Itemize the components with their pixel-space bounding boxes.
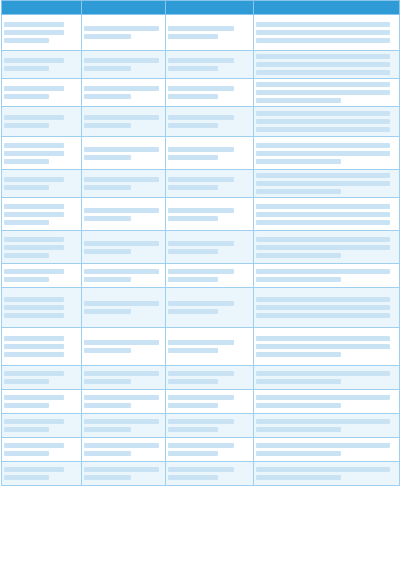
text-line-placeholder — [84, 177, 159, 182]
cell-time — [82, 438, 166, 462]
text-line-placeholder — [168, 403, 218, 408]
cell-place — [166, 170, 254, 198]
text-line-placeholder — [256, 127, 390, 132]
cell-time — [82, 198, 166, 231]
cell-place — [166, 438, 254, 462]
cell-time — [82, 137, 166, 170]
table-row — [2, 288, 400, 328]
text-line-placeholder — [4, 379, 49, 384]
cell-content — [254, 137, 400, 170]
text-line-placeholder — [256, 427, 341, 432]
cell-time — [82, 462, 166, 486]
text-line-placeholder — [256, 403, 341, 408]
text-line-placeholder — [4, 245, 64, 250]
cell-place — [166, 51, 254, 79]
cell-place — [166, 414, 254, 438]
text-line-placeholder — [168, 301, 234, 306]
text-line-placeholder — [168, 427, 218, 432]
text-line-placeholder — [256, 159, 341, 164]
cell-time — [82, 107, 166, 137]
text-line-placeholder — [84, 123, 131, 128]
cell-time — [82, 414, 166, 438]
text-line-placeholder — [168, 115, 234, 120]
cell-name — [2, 390, 82, 414]
text-line-placeholder — [256, 443, 390, 448]
text-line-placeholder — [4, 269, 64, 274]
cell-content — [254, 328, 400, 366]
cell-content — [254, 170, 400, 198]
text-line-placeholder — [256, 173, 390, 178]
table-row — [2, 328, 400, 366]
text-line-placeholder — [84, 340, 159, 345]
cell-place — [166, 462, 254, 486]
text-line-placeholder — [256, 352, 341, 357]
text-line-placeholder — [256, 220, 390, 225]
cell-name — [2, 198, 82, 231]
cell-content — [254, 438, 400, 462]
text-line-placeholder — [256, 204, 390, 209]
cell-name — [2, 51, 82, 79]
cell-content — [254, 15, 400, 51]
cell-place — [166, 107, 254, 137]
text-line-placeholder — [4, 344, 64, 349]
text-line-placeholder — [256, 305, 390, 310]
text-line-placeholder — [4, 395, 64, 400]
text-line-placeholder — [256, 313, 390, 318]
text-line-placeholder — [84, 269, 159, 274]
table-row — [2, 79, 400, 107]
text-line-placeholder — [256, 269, 390, 274]
text-line-placeholder — [256, 237, 390, 242]
text-line-placeholder — [4, 313, 64, 318]
text-line-placeholder — [168, 371, 234, 376]
text-line-placeholder — [168, 348, 218, 353]
text-line-placeholder — [256, 371, 390, 376]
text-line-placeholder — [256, 30, 390, 35]
cell-content — [254, 51, 400, 79]
text-line-placeholder — [168, 208, 234, 213]
cell-place — [166, 79, 254, 107]
cell-name — [2, 79, 82, 107]
table-row — [2, 51, 400, 79]
cell-name — [2, 366, 82, 390]
cell-place — [166, 264, 254, 288]
table-row — [2, 438, 400, 462]
cell-time — [82, 170, 166, 198]
cell-content — [254, 414, 400, 438]
cell-name — [2, 438, 82, 462]
text-line-placeholder — [4, 86, 64, 91]
cell-content — [254, 288, 400, 328]
text-line-placeholder — [4, 220, 49, 225]
text-line-placeholder — [168, 58, 234, 63]
text-line-placeholder — [168, 475, 218, 480]
text-line-placeholder — [168, 241, 234, 246]
header-time — [82, 1, 166, 15]
cell-time — [82, 288, 166, 328]
header-content — [254, 1, 400, 15]
text-line-placeholder — [84, 155, 131, 160]
cell-name — [2, 15, 82, 51]
text-line-placeholder — [256, 344, 390, 349]
text-line-placeholder — [84, 94, 131, 99]
text-line-placeholder — [84, 216, 131, 221]
text-line-placeholder — [168, 26, 234, 31]
text-line-placeholder — [4, 467, 64, 472]
text-line-placeholder — [4, 419, 64, 424]
text-line-placeholder — [84, 475, 131, 480]
text-line-placeholder — [84, 58, 159, 63]
table-header-row — [2, 1, 400, 15]
text-line-placeholder — [256, 419, 390, 424]
cell-time — [82, 366, 166, 390]
text-line-placeholder — [256, 90, 390, 95]
text-line-placeholder — [84, 208, 159, 213]
text-line-placeholder — [256, 395, 390, 400]
cell-time — [82, 328, 166, 366]
text-line-placeholder — [256, 253, 341, 258]
table-row — [2, 170, 400, 198]
text-line-placeholder — [84, 26, 159, 31]
text-line-placeholder — [4, 237, 64, 242]
cell-time — [82, 231, 166, 264]
text-line-placeholder — [4, 38, 49, 43]
text-line-placeholder — [4, 475, 49, 480]
text-line-placeholder — [168, 395, 234, 400]
text-line-placeholder — [84, 249, 131, 254]
text-line-placeholder — [256, 181, 390, 186]
text-line-placeholder — [4, 94, 49, 99]
cell-name — [2, 328, 82, 366]
text-line-placeholder — [168, 443, 234, 448]
text-line-placeholder — [168, 379, 218, 384]
text-line-placeholder — [168, 155, 218, 160]
cell-content — [254, 231, 400, 264]
text-line-placeholder — [4, 30, 64, 35]
text-line-placeholder — [256, 336, 390, 341]
activity-schedule — [1, 0, 399, 486]
text-line-placeholder — [256, 70, 390, 75]
text-line-placeholder — [84, 301, 159, 306]
text-line-placeholder — [84, 348, 131, 353]
text-line-placeholder — [168, 94, 218, 99]
cell-place — [166, 231, 254, 264]
text-line-placeholder — [84, 427, 131, 432]
text-line-placeholder — [84, 115, 159, 120]
table-row — [2, 264, 400, 288]
table-row — [2, 107, 400, 137]
text-line-placeholder — [168, 147, 234, 152]
text-line-placeholder — [4, 177, 64, 182]
table-row — [2, 366, 400, 390]
text-line-placeholder — [256, 98, 341, 103]
cell-name — [2, 462, 82, 486]
text-line-placeholder — [84, 241, 159, 246]
text-line-placeholder — [4, 403, 49, 408]
table-row — [2, 198, 400, 231]
cell-time — [82, 15, 166, 51]
table-row — [2, 137, 400, 170]
cell-place — [166, 288, 254, 328]
text-line-placeholder — [84, 371, 159, 376]
cell-content — [254, 79, 400, 107]
cell-content — [254, 198, 400, 231]
cell-content — [254, 390, 400, 414]
cell-place — [166, 198, 254, 231]
text-line-placeholder — [256, 82, 390, 87]
text-line-placeholder — [168, 185, 218, 190]
text-line-placeholder — [84, 379, 131, 384]
text-line-placeholder — [84, 443, 159, 448]
text-line-placeholder — [256, 119, 390, 124]
text-line-placeholder — [256, 379, 341, 384]
cell-content — [254, 107, 400, 137]
cell-place — [166, 328, 254, 366]
text-line-placeholder — [84, 309, 131, 314]
text-line-placeholder — [256, 54, 390, 59]
cell-time — [82, 264, 166, 288]
text-line-placeholder — [4, 66, 49, 71]
text-line-placeholder — [168, 451, 218, 456]
text-line-placeholder — [84, 395, 159, 400]
text-line-placeholder — [84, 147, 159, 152]
cell-name — [2, 137, 82, 170]
text-line-placeholder — [168, 269, 234, 274]
text-line-placeholder — [84, 467, 159, 472]
text-line-placeholder — [256, 62, 390, 67]
text-line-placeholder — [4, 336, 64, 341]
text-line-placeholder — [4, 297, 64, 302]
text-line-placeholder — [256, 451, 341, 456]
cell-name — [2, 288, 82, 328]
cell-time — [82, 51, 166, 79]
cell-place — [166, 15, 254, 51]
text-line-placeholder — [4, 123, 49, 128]
table-row — [2, 15, 400, 51]
text-line-placeholder — [84, 86, 159, 91]
cell-content — [254, 264, 400, 288]
text-line-placeholder — [256, 189, 341, 194]
text-line-placeholder — [4, 352, 64, 357]
text-line-placeholder — [4, 305, 64, 310]
text-line-placeholder — [256, 151, 390, 156]
text-line-placeholder — [4, 151, 64, 156]
text-line-placeholder — [4, 58, 64, 63]
table-row — [2, 414, 400, 438]
text-line-placeholder — [168, 309, 218, 314]
text-line-placeholder — [4, 443, 64, 448]
text-line-placeholder — [256, 143, 390, 148]
cell-time — [82, 390, 166, 414]
text-line-placeholder — [4, 204, 64, 209]
text-line-placeholder — [256, 277, 341, 282]
text-line-placeholder — [4, 212, 64, 217]
cell-name — [2, 170, 82, 198]
text-line-placeholder — [256, 38, 390, 43]
table-row — [2, 390, 400, 414]
text-line-placeholder — [256, 297, 390, 302]
text-line-placeholder — [4, 253, 49, 258]
cell-place — [166, 366, 254, 390]
cell-content — [254, 366, 400, 390]
text-line-placeholder — [256, 212, 390, 217]
text-line-placeholder — [84, 419, 159, 424]
table-row — [2, 462, 400, 486]
text-line-placeholder — [84, 451, 131, 456]
text-line-placeholder — [4, 427, 49, 432]
text-line-placeholder — [168, 34, 218, 39]
text-line-placeholder — [84, 403, 131, 408]
cell-name — [2, 264, 82, 288]
text-line-placeholder — [4, 159, 49, 164]
text-line-placeholder — [168, 249, 218, 254]
cell-content — [254, 462, 400, 486]
text-line-placeholder — [168, 66, 218, 71]
cell-place — [166, 137, 254, 170]
text-line-placeholder — [168, 177, 234, 182]
cell-place — [166, 390, 254, 414]
text-line-placeholder — [168, 86, 234, 91]
cell-name — [2, 231, 82, 264]
cell-name — [2, 107, 82, 137]
text-line-placeholder — [168, 216, 218, 221]
text-line-placeholder — [84, 277, 131, 282]
text-line-placeholder — [168, 419, 234, 424]
text-line-placeholder — [168, 340, 234, 345]
text-line-placeholder — [84, 185, 131, 190]
text-line-placeholder — [256, 22, 390, 27]
text-line-placeholder — [256, 111, 390, 116]
text-line-placeholder — [4, 22, 64, 27]
text-line-placeholder — [4, 277, 49, 282]
text-line-placeholder — [4, 143, 64, 148]
cell-name — [2, 414, 82, 438]
header-activity-name — [2, 1, 82, 15]
text-line-placeholder — [168, 123, 218, 128]
text-line-placeholder — [256, 467, 390, 472]
table-row — [2, 231, 400, 264]
cell-time — [82, 79, 166, 107]
text-line-placeholder — [84, 66, 131, 71]
header-place — [166, 1, 254, 15]
text-line-placeholder — [168, 277, 218, 282]
text-line-placeholder — [4, 371, 64, 376]
text-line-placeholder — [4, 185, 49, 190]
text-line-placeholder — [84, 34, 131, 39]
text-line-placeholder — [168, 467, 234, 472]
text-line-placeholder — [4, 451, 49, 456]
text-line-placeholder — [4, 115, 64, 120]
text-line-placeholder — [256, 245, 390, 250]
text-line-placeholder — [256, 475, 341, 480]
activity-table — [1, 0, 400, 486]
